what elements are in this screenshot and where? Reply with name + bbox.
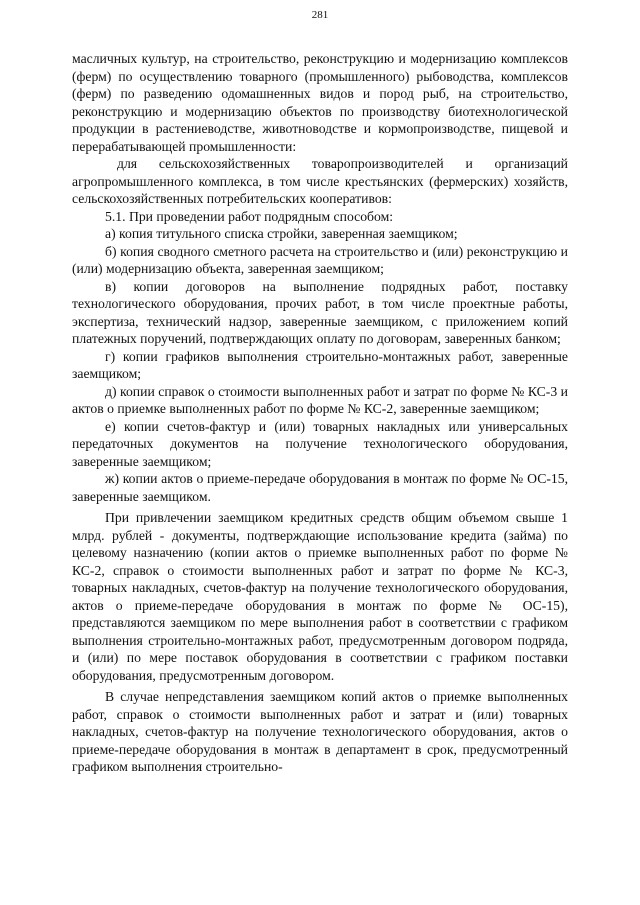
list-item-b: б) копия сводного сметного расчета на строительство и (или) реконструкцию и (или) модернизацию объекта, заверенная заемщиком; — [72, 243, 568, 276]
document-body — [72, 50, 568, 776]
list-item-d: д) копии справок о стоимости выполненных работ и затрат по форме № КС-3 и актов о приемке выполненных работ по форме № КС-2, заверенные заемщиком; — [72, 383, 568, 416]
list-item-e: е) копии счетов-фактур и (или) товарных накладных или универсальных передаточных документов на получение технологического оборудования, заверенные заемщиком; — [72, 418, 568, 469]
list-item-zh: ж) копии актов о приеме-передаче оборудования в монтаж по форме № ОС-15, заверенные заемщиком. — [72, 471, 568, 504]
paragraph-recipients: для сельскохозяйственных товаропроизводителей и организаций агропромышленного комплекса, в том числе крестьянских (фермерских) хозяйств, сельскохозяйственных потребительских кооперативов: — [72, 156, 568, 206]
paragraph-large-credit: При привлечении заемщиком кредитных средств общим объемом свыше 1 млрд. рублей - документы, подтверждающие использование кредита (займа) по целевому назначению (копии актов о приемке выполненных работ по форме № КС-2, справок о стоимости выполненных работ и затрат по форме № КС-3, товарных накладных, счетов-фактур на получение технологического оборудования, актов о приеме-передаче оборудования в монтаж по форме № ОС-15), представляются заемщиком по мере выполнения работ в соответствии с графиком выполнения строительно-монтажных работ, предусмотренным договором подряда, и (или) по мере поставок оборудования в соответствии с графиком поставки оборудования, предусмотренным договором. — [72, 510, 568, 683]
list-item-v: в) копии договоров на выполнение подрядных работ, поставку технологического оборудования, прочих работ, в том числе проектные работы, экспертиза, технический надзор, заверенные заемщиком, с приложением копий платежных поручений, подтверждающих оплату по договорам, заверенных банком; — [72, 278, 568, 346]
list-item-g: г) копии графиков выполнения строительно-монтажных работ, заверенные заемщиком; — [72, 348, 568, 381]
list-item-a: а) копия титульного списка стройки, заверенная заемщиком; — [105, 226, 458, 241]
paragraph-section-5-1: 5.1. При проведении работ подрядным способом: — [105, 208, 394, 224]
page-number: 281 — [311, 9, 329, 21]
paragraph-continuation: масличных культур, на строительство, реконструкцию и модернизацию комплексов (ферм) по осуществлению товарного (промышленного) рыбоводства, комплексов (ферм) по разведению одомашненных видов и пород рыб, на строительство, реконструкцию и модернизацию объектов по производству биотехнологической продукции в растениеводстве, животноводстве и кормопроизводстве, пищевой и перерабатывающей промышленности: — [72, 51, 568, 154]
paragraph-non-submission: В случае непредставления заемщиком копий актов о приемке выполненных работ, справок о стоимости выполненных работ и затрат и (или) товарных накладных, счетов-фактур на получение технологического оборудования, актов о приеме-передаче оборудования в монтаж в департамент в срок, предусмотренный графиком выполнения строительно- — [72, 689, 568, 774]
